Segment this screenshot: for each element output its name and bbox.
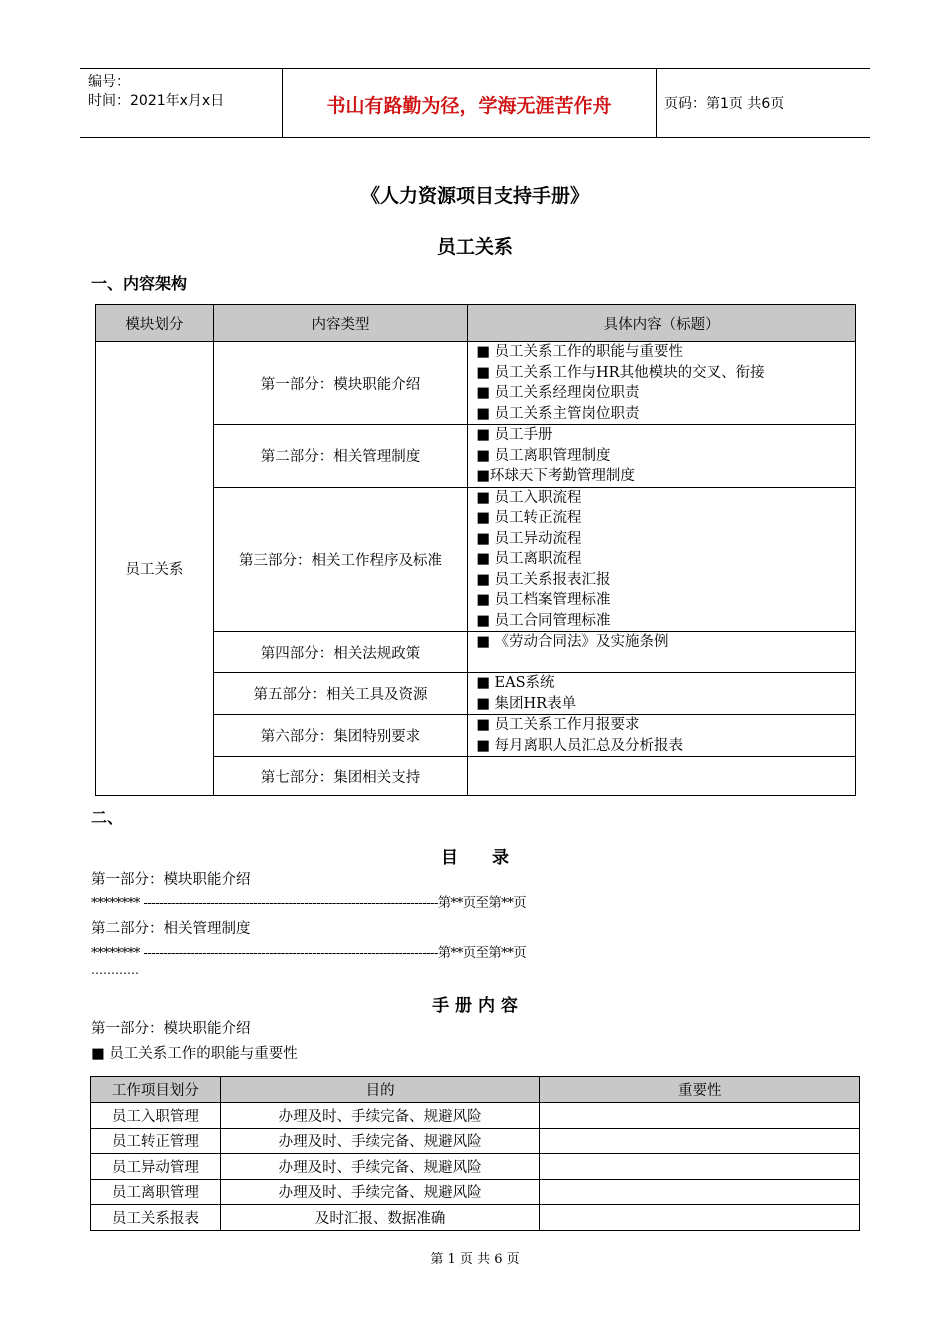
list-item: ■ 《劳动合同法》及实施条例 (476, 634, 669, 650)
header-meta (88, 73, 224, 111)
content-items-cell (468, 342, 856, 425)
content-type-cell: 第一部分：模块职能介绍 (213, 342, 467, 425)
content-items-cell (468, 425, 856, 488)
content-items-cell (468, 632, 856, 673)
content-items-cell (468, 673, 856, 715)
list-item: ■ 每月离职人员汇总及分析报表 (476, 737, 684, 754)
content-type-cell: 第四部分：相关法规政策 (213, 632, 467, 673)
header-divider (656, 69, 657, 137)
list-item: ■ 员工离职流程 (476, 551, 582, 567)
toc-entry-line: ******** ---------------------------------------------------------------------------第**页至第**页 (91, 896, 527, 911)
toc-part: 第一部分：模块职能介绍 (91, 872, 251, 888)
page-footer: 第 1 页 共 6 页 (430, 1252, 520, 1267)
table-row (91, 1205, 860, 1231)
work-items-table (90, 1076, 860, 1231)
table-cell (540, 1154, 860, 1180)
table-cell: 办理及时、手续完备、规避风险 (220, 1154, 540, 1180)
table-cell: 办理及时、手续完备、规避风险 (220, 1128, 540, 1154)
table-cell: 员工转正管理 (91, 1128, 221, 1154)
table-header-cell: 具体内容（标题） (468, 305, 856, 342)
table-cell (540, 1103, 860, 1129)
doc-subtitle: 员工关系 (436, 236, 513, 258)
toc-title: 目 录 (441, 848, 509, 868)
list-item: ■ 员工离职管理制度 (476, 447, 611, 464)
list-item: ■ 员工关系工作月报要求 (476, 717, 640, 733)
table-row (91, 1179, 860, 1205)
table-cell: 员工入职管理 (91, 1103, 221, 1129)
list-item: ■ 员工转正流程 (476, 510, 582, 526)
content-type-cell: 第五部分：相关工具及资源 (213, 673, 467, 715)
module-cell: 员工关系 (96, 342, 214, 796)
header-motto: 书山有路勤为径，学海无涯苦作舟 (326, 95, 612, 117)
table-header-cell: 模块划分 (96, 305, 214, 342)
page-header (80, 68, 870, 138)
table-cell (540, 1205, 860, 1231)
doc-number-label: 编号： (88, 74, 130, 90)
content-items-cell (468, 715, 856, 757)
table-cell: 员工异动管理 (91, 1154, 221, 1180)
table-row (91, 1103, 860, 1129)
table-header-cell: 重要性 (540, 1077, 860, 1103)
list-item: ■ 员工异动流程 (476, 530, 582, 547)
table-cell: 员工离职管理 (91, 1179, 221, 1205)
table-row (91, 1154, 860, 1180)
doc-title: 《人力资源项目支持手册》 (360, 185, 589, 207)
section2-heading: 二、 (91, 808, 124, 827)
table-cell: 及时汇报、数据准确 (220, 1205, 540, 1231)
list-item: ■ 员工关系工作与HR其他模块的交叉、衔接 (476, 364, 765, 381)
table-header-cell: 工作项目划分 (91, 1077, 221, 1103)
content-title: 手 册 内 容 (432, 996, 518, 1016)
table-cell (540, 1128, 860, 1154)
table-header-cell: 目的 (220, 1077, 540, 1103)
table-cell (540, 1179, 860, 1205)
list-item: ■环球天下考勤管理制度 (476, 468, 635, 484)
table-row (91, 1128, 860, 1154)
header-page-info: 页码：第1页 共6页 (664, 96, 785, 112)
list-item: ■ EAS系统 (476, 675, 555, 691)
list-item: ■ 员工关系工作的职能与重要性 (476, 344, 684, 360)
section1-heading: 一、内容架构 (91, 274, 188, 293)
content-part-heading: 第一部分：模块职能介绍 (91, 1021, 251, 1037)
list-item: ■ 员工手册 (476, 427, 553, 443)
table-cell: 办理及时、手续完备、规避风险 (220, 1103, 540, 1129)
list-item: ■ 员工关系经理岗位职责 (476, 385, 640, 401)
content-type-cell: 第二部分：相关管理制度 (213, 425, 467, 488)
list-item: ■ 员工关系主管岗位职责 (476, 405, 640, 422)
content-type-cell: 第六部分：集团特别要求 (213, 715, 467, 757)
toc-part: 第二部分：相关管理制度 (91, 921, 251, 937)
toc-entry-line: ******** ---------------------------------------------------------------------------第**页至第**页 (91, 946, 527, 961)
content-structure-table (95, 304, 856, 796)
table-header-cell: 内容类型 (213, 305, 467, 342)
toc-ellipsis: ………… (91, 963, 139, 977)
table-cell: 员工关系报表 (91, 1205, 221, 1231)
doc-time-label: 时间：2021年x月x日 (88, 93, 225, 109)
content-bullet: ■ 员工关系工作的职能与重要性 (91, 1046, 298, 1062)
table-cell: 办理及时、手续完备、规避风险 (220, 1179, 540, 1205)
list-item: ■ 员工合同管理标准 (476, 612, 611, 629)
content-items-cell (468, 487, 856, 632)
content-type-cell: 第三部分：相关工作程序及标准 (213, 487, 467, 632)
content-type-cell: 第七部分：集团相关支持 (213, 757, 467, 796)
content-items-cell (468, 757, 856, 796)
list-item: ■ 员工档案管理标准 (476, 592, 611, 608)
list-item: ■ 员工入职流程 (476, 489, 582, 506)
list-item: ■ 集团HR表单 (476, 695, 577, 712)
list-item: ■ 员工关系报表汇报 (476, 571, 611, 588)
